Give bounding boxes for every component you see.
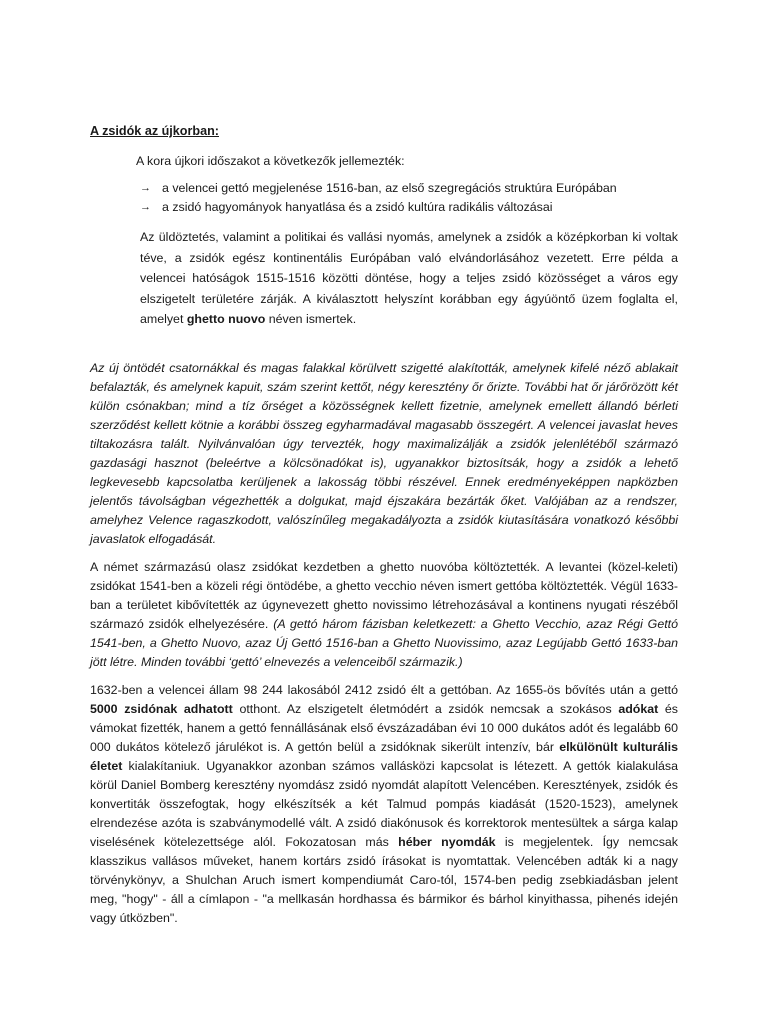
bold-term: ghetto nuovo [186, 312, 266, 327]
intro-text: A kora újkori időszakot a következők jellemezték: [136, 154, 405, 168]
paragraph-text: 1632-ben a velencei állam 98 244 lakosából 2412 zsidó élt a gettóban. Az 1655-ös bővítés után a gettó [90, 683, 678, 697]
list-item-text: a velencei gettó megjelenése 1516-ban, az első szegregációs struktúra Európában [162, 181, 617, 195]
bold-term: 5000 zsidónak adhatott [90, 702, 233, 716]
right-arrow-icon: → [140, 201, 151, 213]
bullet-list [140, 179, 617, 217]
italic-text: (A gettó három fázisban keletkezett: a Ghetto Vecchio, azaz Régi Gettó 1541-ben, a Ghetto Nuovo, azaz Új Gettó 1516-ban a Ghetto Nuovissimo, azaz Legújabb Gettó 1633-ban jött létre. Minden további ‘gettó’ elnevezés a velenceiből származik.) [90, 617, 678, 669]
paragraph-text: otthont. Az elszigetelt életmódért a zsidók nemcsak a szokásos [232, 702, 619, 716]
list-item [140, 179, 617, 198]
paragraph-text: A német származású olasz zsidókat kezdetben a ghetto nuovóba költöztették. A levantei (közel-keleti) zsidókat 1541-ben a közeli régi öntödébe, a ghetto vecchio néven ismert gettóba költöztették. Végül 1633-ban a területet kibővítették az úgynevezett ghetto novissimo létrehozásával a kontinens nyugati részéből származó zsidók elhelyezésére. [90, 560, 678, 631]
paragraph-ghetto-life [90, 681, 678, 928]
paragraph-text: és vámokat fizették, hanem a gettó fennállásának első évszázadában évi 10 000 dukátos adót és legalább 60 000 dukátos kötelező járulékot is. A gettón belül a zsidóknak sikerült intenzív, bár [90, 702, 679, 754]
paragraph-indented [140, 227, 678, 330]
list-item-text: a zsidó hagyományok hanyatlása és a zsidó kultúra radikális változásai [162, 200, 553, 214]
paragraph-text: kialakítaniuk. Ugyanakkor azonban számos vallásközi kapcsolat is létezett. A gettók kialakulása körül Daniel Bomberg keresztény nyomdász zsidó nyomdát alapított Velencében. Keresztények, zsidók és konvertiták összefogtak, hogy elkészítsék a két Talmud pompás kiadását (1520-1523), amelynek elrendezése azóta is szabványmodellé vált. A zsidó diakónusok és korrektorok mentesültek a sárga kalap viselésének kötelezettsége alól. Fokozatosan más [90, 759, 678, 849]
right-arrow-icon: → [140, 182, 151, 194]
document-title: A zsidók az újkorban: [90, 124, 219, 138]
paragraph-text: is megjelentek. Így nemcsak klasszikus vallásos műveket, hanem kortárs zsidó írásokat is nyomtattak. Velencében adták ki a nagy törvénykönyv, a Shulchan Aruch ismert kompendiumát Caro-tól, 1574-ben pedig zsebkiadásban jelent meg, "hogy" - áll a címlapon - "a mellkasán hordhassa és bármikor és bárhol kinyithassa, pihenés idején vagy útközben". [90, 835, 678, 925]
paragraph-text: Az üldöztetés, valamint a politikai és vallási nyomás, amelynek a zsidók a középkorban ki voltak téve, a zsidók egész kontinentális Európában való elvándorlásához vezetett. Erre példa a velencei hatóságok 1515-1516 közötti döntése, hogy a teljes zsidó közösséget a város egy elszigetelt területére zárják. A kiválasztott helyszínt korábban egy ágyúöntő üzem foglalta el, amelyet [140, 230, 678, 327]
paragraph-italic [90, 359, 678, 549]
bold-term: adókat [618, 702, 659, 716]
bold-term: héber nyomdák [398, 835, 496, 849]
italic-text: Az új öntödét csatornákkal és magas falakkal körülvett szigetté alakították, amelynek kifelé néző ablakait befalazták, és amelynek kapuit, szám szerint kettőt, négy keresztény őr őrizte. További hat őr járőrözött két külön csónakban; mind a tíz őrséget a közösségnek kellett fizetnie, amelynek emellett állandó bérleti szerződést kellett kötnie a korábbi összeg egyharmadával magasabb összegért. A velencei javaslat heves tiltakozásra talált. Nyilvánvalóan úgy tervezték, hogy maximalizálják a zsidók jelenlétéből származó gazdasági hasznot (beleértve a kölcsönadókat is), ugyanakkor biztosítsák, hogy a zsidók a lehető legkevesebb kapcsolatba kerüljenek a lakosság többi részével. Ennek eredményeképpen napközben jelentős távolságban végezhették a dolgukat, majd éjszakára bezárták őket. Valójában az a rendszer, amelyhez Velence ragaszkodott, valószínűleg megakadályozta a zsidók kiutasítására vonatkozó későbbi javaslatok elfogadását. [90, 361, 678, 546]
paragraph-ghetto-phases [90, 558, 678, 672]
bold-term: elkülönült kulturális életet [90, 740, 679, 773]
paragraph-text: néven ismertek. [265, 312, 357, 327]
list-item [140, 198, 617, 217]
